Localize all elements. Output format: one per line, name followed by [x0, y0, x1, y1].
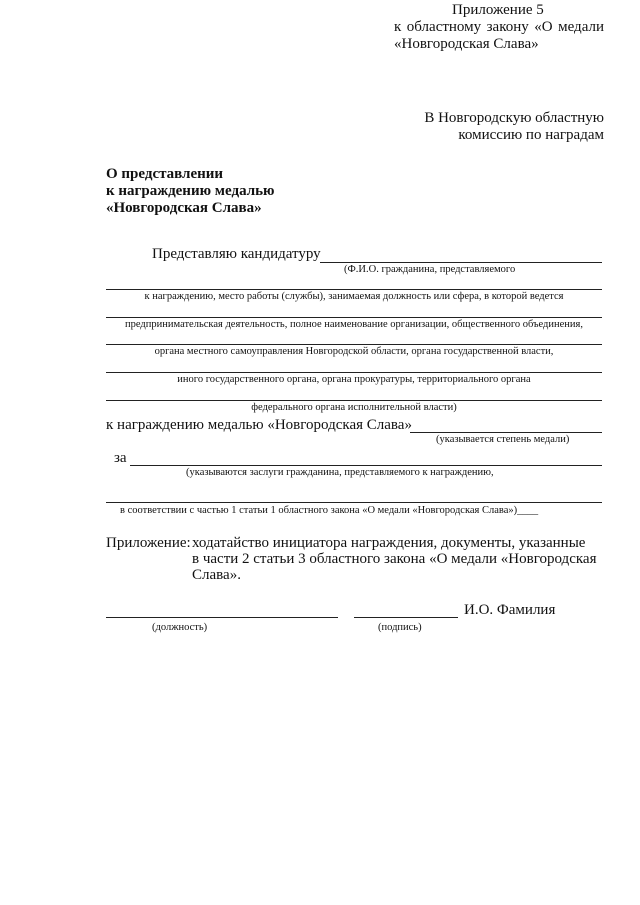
candidate-intro: Представляю кандидатуру [152, 246, 321, 262]
appendix-law-name: «Новгородская Слава» [394, 36, 539, 52]
attachment-label: Приложение: [106, 535, 191, 551]
appendix-number: Приложение 5 [452, 2, 544, 18]
attachment-line-1: ходатайство инициатора награждения, документы, указанные [192, 535, 586, 551]
blank-line-4[interactable] [106, 372, 602, 373]
attachment-line-3: Слава». [192, 567, 241, 583]
hint-local-government: органа местного самоуправления Новгородской области, органа государственной власти, [154, 346, 554, 357]
signer-name: И.О. Фамилия [464, 602, 556, 618]
merits-field[interactable] [130, 465, 602, 466]
medal-line-text: к награждению медалью «Новгородская Слава» [106, 417, 412, 433]
document-title-line-2: к награждению медалью [106, 183, 275, 199]
position-field[interactable] [106, 617, 338, 618]
hint-fio: (Ф.И.О. гражданина, представляемого [344, 264, 516, 275]
hint-medal-degree: (указывается степень медали) [436, 434, 570, 445]
attachment-line-2: в части 2 статьи 3 областного закона «О медали «Новгородская [192, 551, 597, 567]
hint-legal-basis: в соответствии с частью 1 статьи 1 областного закона «О медали «Новгородская Слава»)____ [120, 505, 539, 516]
blank-line-5[interactable] [106, 400, 602, 401]
hint-workplace: к награждению, место работы (службы), занимаемая должность или сфера, в которой ведется [144, 291, 564, 302]
za-label: за [114, 450, 127, 466]
hint-position: (должность) [152, 622, 208, 633]
blank-line-2[interactable] [106, 317, 602, 318]
appendix-law-ref: к областному закону «О медали [394, 19, 604, 35]
hint-state-body: иного государственного органа, органа прокуратуры, территориального органа [177, 374, 531, 385]
document-title-line-1: О представлении [106, 166, 224, 182]
blank-line-3[interactable] [106, 344, 602, 345]
blank-line-1[interactable] [106, 289, 602, 290]
signature-field[interactable] [354, 617, 458, 618]
document-title-line-3: «Новгородская Слава» [106, 200, 262, 216]
hint-signature: (подпись) [378, 622, 422, 633]
hint-federal-body: федерального органа исполнительной власти) [251, 402, 457, 413]
medal-degree-field[interactable] [410, 432, 602, 433]
addressee-line-2: комиссию по наградам [458, 127, 604, 143]
hint-organization: предпринимательская деятельность, полное наименование организации, общественного объединения, [125, 319, 583, 330]
blank-line-6[interactable] [106, 502, 602, 503]
hint-merits: (указываются заслуги гражданина, представляемого к награждению, [186, 467, 494, 478]
candidate-name-field[interactable] [320, 262, 602, 263]
addressee-line-1: В Новгородскую областную [424, 110, 604, 126]
